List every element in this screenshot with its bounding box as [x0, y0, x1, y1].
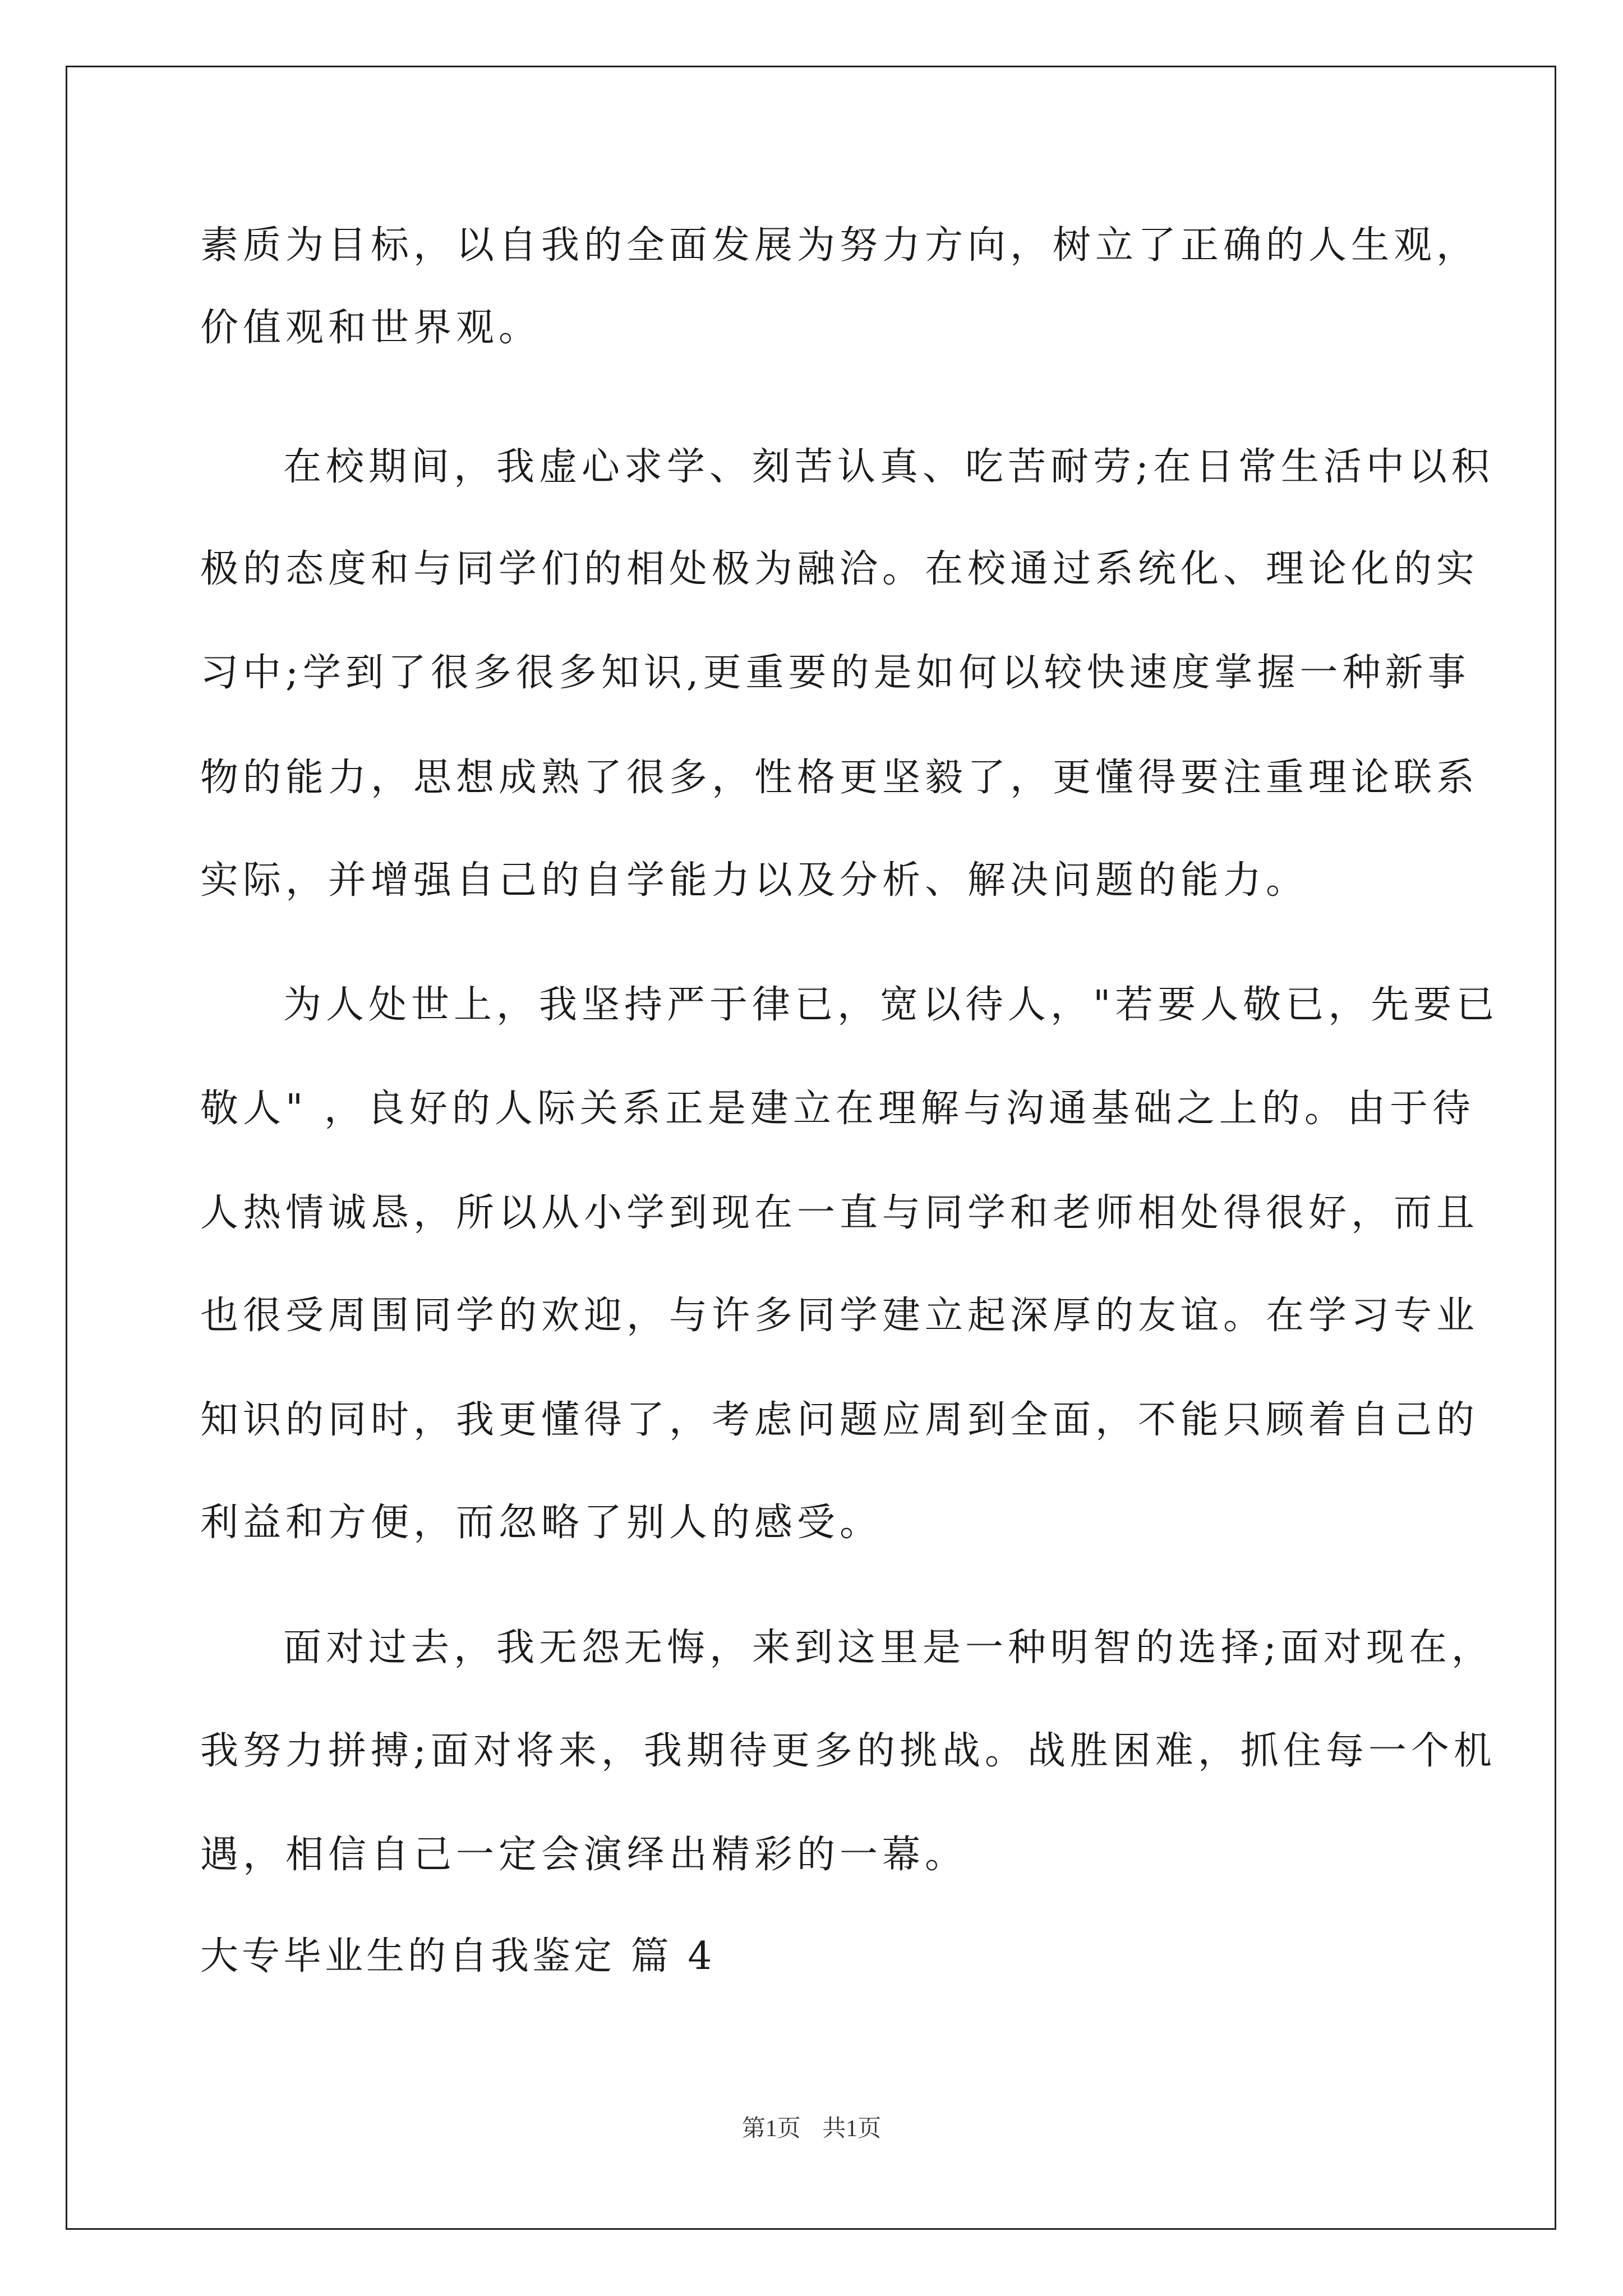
section-heading: 大专毕业生的自我鉴定 篇 4 [200, 1934, 716, 1978]
page-number-current: 第1页 [741, 2116, 801, 2142]
paragraph-2-line-4: 物的能力，思想成熟了很多，性格更坚毅了，更懂得要注重理论联系 [200, 756, 1479, 800]
paragraph-2-line-1: 在校期间，我虚心求学、刻苦认真、吃苦耐劳;在日常生活中以积 [283, 445, 1494, 489]
paragraph-3-line-2: 敬人" ，良好的人际关系正是建立在理解与沟通基础之上的。由于待 [200, 1087, 1475, 1131]
paragraph-1-line-1: 素质为目标，以自我的全面发展为努力方向，树立了正确的人生观， [200, 223, 1479, 268]
paragraph-1-line-2: 价值观和世界观。 [200, 306, 542, 350]
paragraph-3-line-1: 为人处世上，我坚持严于律已，宽以待人，"若要人敬已，先要已 [283, 983, 1499, 1027]
page-border [66, 66, 1556, 2230]
paragraph-3-line-3: 人热情诚恳，所以从小学到现在一直与同学和老师相处得很好，而且 [200, 1191, 1479, 1235]
page-number-total: 共1页 [822, 2116, 882, 2142]
paragraph-3-line-5: 知识的同时，我更懂得了，考虑问题应周到全面，不能只顾着自己的 [200, 1398, 1479, 1442]
paragraph-2-line-3: 习中;学到了很多很多知识,更重要的是如何以较快速度掌握一种新事 [200, 651, 1470, 695]
paragraph-3-line-6: 利益和方便，而忽略了别人的感受。 [200, 1501, 883, 1545]
paragraph-4-line-2: 我努力拼搏;面对将来，我期待更多的挑战。战胜困难，抓住每一个机 [200, 1729, 1496, 1773]
paragraph-2-line-5: 实际，并增强自己的自学能力以及分析、解决问题的能力。 [200, 858, 1309, 903]
paragraph-2-line-2: 极的态度和与同学们的相处极为融洽。在校通过系统化、理论化的实 [200, 547, 1479, 591]
paragraph-4-line-3: 遇，相信自己一定会演绎出精彩的一幕。 [200, 1833, 968, 1877]
page-footer [0, 2115, 1623, 2143]
paragraph-3-line-4: 也很受周围同学的欢迎，与许多同学建立起深厚的友谊。在学习专业 [200, 1294, 1479, 1338]
paragraph-4-line-1: 面对过去，我无怨无悔，来到这里是一种明智的选择;面对现在， [283, 1626, 1494, 1670]
